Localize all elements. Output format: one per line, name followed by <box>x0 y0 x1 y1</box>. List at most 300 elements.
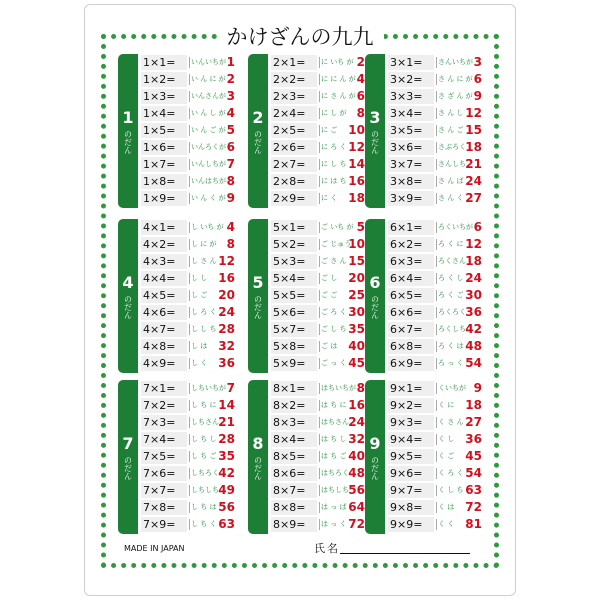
answer: 63 <box>465 483 482 497</box>
equation: 5×2= <box>271 237 317 252</box>
reading: は ち に <box>321 401 347 409</box>
table-row <box>385 88 484 105</box>
row-separator <box>189 358 190 369</box>
row-separator <box>319 239 320 250</box>
reading: さんいちが <box>438 58 473 66</box>
answer: 3 <box>473 55 482 69</box>
row-separator <box>319 383 320 394</box>
dan-tab <box>248 380 268 534</box>
table-row <box>385 304 484 321</box>
answer: 56 <box>218 500 235 514</box>
reading: いんいちが <box>191 58 226 66</box>
table-row <box>268 304 367 321</box>
table-row <box>268 88 367 105</box>
reading: ろ く は <box>438 342 464 350</box>
equation: 1×3= <box>141 89 187 104</box>
table-block-3 <box>365 54 485 208</box>
made-in-label: MADE IN JAPAN <box>124 544 185 553</box>
dan-tab <box>365 54 385 208</box>
table-row <box>268 190 367 207</box>
row-separator <box>189 125 190 136</box>
equation: 2×6= <box>271 140 317 155</box>
equation: 7×8= <box>141 500 187 515</box>
table-row <box>138 219 237 236</box>
answer: 28 <box>218 322 235 336</box>
equation: 7×3= <box>141 415 187 430</box>
equation: 1×2= <box>141 72 187 87</box>
equation: 8×3= <box>271 415 317 430</box>
dan-label: のだん <box>123 294 133 319</box>
equation: 6×5= <box>388 288 434 303</box>
table-row <box>385 190 484 207</box>
equation: 8×4= <box>271 432 317 447</box>
row-separator <box>189 383 190 394</box>
table-row <box>268 338 367 355</box>
equation: 2×2= <box>271 72 317 87</box>
equation: 4×9= <box>141 356 187 371</box>
reading: に ろ く <box>321 143 347 151</box>
equation: 6×7= <box>388 322 434 337</box>
answer: 42 <box>465 322 482 336</box>
equation: 7×1= <box>141 381 187 396</box>
reading: く は <box>438 503 455 511</box>
reading: に さ ん が <box>321 92 356 100</box>
row-separator <box>189 468 190 479</box>
equation: 4×8= <box>141 339 187 354</box>
reading: しちいちが <box>191 384 226 392</box>
dan-label: のだん <box>253 294 263 319</box>
table-row <box>268 122 367 139</box>
equation: 6×8= <box>388 339 434 354</box>
row-separator <box>436 222 437 233</box>
answer: 7 <box>226 381 235 395</box>
table-row <box>268 380 367 397</box>
row-separator <box>189 74 190 85</box>
answer: 36 <box>465 305 482 319</box>
table-row <box>268 71 367 88</box>
table-row <box>268 448 367 465</box>
dan-rows <box>385 54 484 208</box>
answer: 35 <box>218 449 235 463</box>
answer: 5 <box>226 123 235 137</box>
dan-rows <box>268 54 367 208</box>
row-separator <box>189 417 190 428</box>
reading: に いち が <box>321 58 354 66</box>
dan-tab <box>248 219 268 373</box>
row-separator <box>436 341 437 352</box>
answer: 10 <box>348 237 365 251</box>
equation: 8×9= <box>271 517 317 532</box>
row-separator <box>436 273 437 284</box>
answer: 9 <box>473 381 482 395</box>
row-separator <box>436 417 437 428</box>
answer: 48 <box>465 339 482 353</box>
answer: 12 <box>218 254 235 268</box>
row-separator <box>436 193 437 204</box>
dan-rows <box>268 219 367 373</box>
dan-number: 1 <box>122 107 134 127</box>
table-row <box>138 287 237 304</box>
table-row <box>385 448 484 465</box>
row-separator <box>436 108 437 119</box>
answer: 12 <box>348 140 365 154</box>
reading: ろくいちが <box>438 223 473 231</box>
row-separator <box>189 57 190 68</box>
answer: 24 <box>348 415 365 429</box>
row-separator <box>189 273 190 284</box>
reading: ご っ く <box>321 359 347 367</box>
row-separator <box>189 519 190 530</box>
reading: し に が <box>191 240 217 248</box>
reading: ろ く に <box>438 240 464 248</box>
equation: 9×9= <box>388 517 434 532</box>
answer: 12 <box>465 237 482 251</box>
row-separator <box>319 400 320 411</box>
reading: ろ く し <box>438 274 464 282</box>
answer: 54 <box>465 466 482 480</box>
reading: ご ご <box>321 291 338 299</box>
table-row <box>138 321 237 338</box>
row-separator <box>189 142 190 153</box>
equation: 4×3= <box>141 254 187 269</box>
row-separator <box>436 434 437 445</box>
table-row <box>268 431 367 448</box>
table-block-7 <box>118 380 238 534</box>
reading: く さ ん <box>438 418 464 426</box>
equation: 1×8= <box>141 174 187 189</box>
row-separator <box>436 91 437 102</box>
equation: 4×1= <box>141 220 187 235</box>
answer: 4 <box>226 106 235 120</box>
dan-rows <box>268 380 367 534</box>
reading: に は ち <box>321 177 347 185</box>
reading: し ち は <box>191 503 217 511</box>
answer: 24 <box>465 174 482 188</box>
row-separator <box>189 222 190 233</box>
row-separator <box>319 451 320 462</box>
reading: ご さ ん <box>321 257 347 265</box>
row-separator <box>436 451 437 462</box>
answer: 72 <box>465 500 482 514</box>
table-row <box>138 71 237 88</box>
table-row <box>385 156 484 173</box>
reading: さ ん に が <box>438 75 473 83</box>
table-row <box>268 270 367 287</box>
dan-number: 4 <box>122 272 134 292</box>
row-separator <box>189 193 190 204</box>
reading: いんさんが <box>191 92 226 100</box>
equation: 8×6= <box>271 466 317 481</box>
reading: くいちが <box>438 384 466 392</box>
equation: 9×8= <box>388 500 434 515</box>
table-row <box>268 156 367 173</box>
row-separator <box>319 417 320 428</box>
name-label: 氏名 <box>314 542 340 555</box>
table-row <box>268 321 367 338</box>
equation: 8×8= <box>271 500 317 515</box>
reading: ろ っ く <box>438 359 464 367</box>
answer: 30 <box>465 288 482 302</box>
answer: 64 <box>348 500 365 514</box>
row-separator <box>436 468 437 479</box>
equation: 1×5= <box>141 123 187 138</box>
row-separator <box>436 256 437 267</box>
table-row <box>385 287 484 304</box>
reading: に ご <box>321 126 338 134</box>
answer: 12 <box>465 106 482 120</box>
row-separator <box>189 502 190 513</box>
row-separator <box>319 290 320 301</box>
answer: 2 <box>226 72 235 86</box>
dan-tab <box>118 219 138 373</box>
reading: し し <box>191 274 208 282</box>
table-row <box>268 482 367 499</box>
page-title-text: かけざんの九九 <box>217 25 384 49</box>
table-block-9 <box>365 380 485 534</box>
answer: 6 <box>473 220 482 234</box>
table-row <box>385 236 484 253</box>
row-separator <box>436 159 437 170</box>
dan-rows <box>385 380 484 534</box>
reading: に し が <box>321 109 347 117</box>
reading: ろ く ご <box>438 291 464 299</box>
table-row <box>385 414 484 431</box>
table-row <box>268 54 367 71</box>
reading: し ろ く <box>191 308 217 316</box>
row-separator <box>436 485 437 496</box>
answer: 9 <box>226 191 235 205</box>
equation: 3×8= <box>388 174 434 189</box>
row-separator <box>436 290 437 301</box>
equation: 3×1= <box>388 55 434 70</box>
equation: 8×2= <box>271 398 317 413</box>
answer: 6 <box>226 140 235 154</box>
dan-rows <box>138 219 237 373</box>
reading: ご し ち <box>321 325 347 333</box>
answer: 18 <box>348 191 365 205</box>
table-row <box>385 431 484 448</box>
dan-number: 8 <box>252 433 264 453</box>
reading: いんしちが <box>191 160 226 168</box>
answer: 9 <box>473 89 482 103</box>
equation: 4×2= <box>141 237 187 252</box>
reading: しちしち <box>191 486 219 494</box>
answer: 8 <box>356 381 365 395</box>
equation: 4×6= <box>141 305 187 320</box>
answer: 24 <box>218 305 235 319</box>
answer: 20 <box>218 288 235 302</box>
table-block-1 <box>118 54 238 208</box>
row-separator <box>436 307 437 318</box>
row-separator <box>319 341 320 352</box>
dan-rows <box>385 219 484 373</box>
dan-label: のだん <box>253 129 263 154</box>
reading: はちろく <box>321 469 349 477</box>
table-row <box>138 253 237 270</box>
table-row <box>385 321 484 338</box>
answer: 8 <box>226 174 235 188</box>
table-row <box>138 122 237 139</box>
answer: 40 <box>348 449 365 463</box>
row-separator <box>189 176 190 187</box>
answer: 3 <box>226 89 235 103</box>
table-block-5 <box>248 219 368 373</box>
reading: い ん く が <box>191 194 226 202</box>
row-separator <box>189 324 190 335</box>
equation: 7×2= <box>141 398 187 413</box>
row-separator <box>319 159 320 170</box>
reading: はちいちが <box>321 384 356 392</box>
reading: し し ち <box>191 325 217 333</box>
row-separator <box>189 341 190 352</box>
equation: 2×5= <box>271 123 317 138</box>
answer: 16 <box>218 271 235 285</box>
answer: 45 <box>348 356 365 370</box>
equation: 4×5= <box>141 288 187 303</box>
table-row <box>138 482 237 499</box>
row-separator <box>189 290 190 301</box>
equation: 1×9= <box>141 191 187 206</box>
equation: 3×7= <box>388 157 434 172</box>
answer: 32 <box>218 339 235 353</box>
answer: 1 <box>226 55 235 69</box>
answer: 72 <box>348 517 365 531</box>
equation: 9×2= <box>388 398 434 413</box>
equation: 2×7= <box>271 157 317 172</box>
table-row <box>268 516 367 533</box>
reading: さ ざ ん が <box>438 92 473 100</box>
equation: 1×7= <box>141 157 187 172</box>
equation: 6×2= <box>388 237 434 252</box>
table-row <box>138 54 237 71</box>
table-row <box>385 139 484 156</box>
answer: 20 <box>348 271 365 285</box>
row-separator <box>189 239 190 250</box>
name-line <box>340 553 470 554</box>
equation: 5×4= <box>271 271 317 286</box>
equation: 7×7= <box>141 483 187 498</box>
reading: く ろ く <box>438 469 464 477</box>
equation: 9×4= <box>388 432 434 447</box>
row-separator <box>319 256 320 267</box>
answer: 18 <box>465 254 482 268</box>
table-row <box>138 156 237 173</box>
answer: 63 <box>218 517 235 531</box>
row-separator <box>319 193 320 204</box>
equation: 6×9= <box>388 356 434 371</box>
row-separator <box>436 125 437 136</box>
reading: い ん ご が <box>191 126 226 134</box>
table-row <box>138 465 237 482</box>
row-separator <box>319 434 320 445</box>
equation: 9×1= <box>388 381 434 396</box>
reading: く し ち <box>438 486 464 494</box>
equation: 8×5= <box>271 449 317 464</box>
table-row <box>385 54 484 71</box>
answer: 4 <box>356 72 365 86</box>
row-separator <box>319 324 320 335</box>
table-row <box>268 355 367 372</box>
table-row <box>385 173 484 190</box>
answer: 18 <box>465 140 482 154</box>
equation: 2×8= <box>271 174 317 189</box>
row-separator <box>189 434 190 445</box>
answer: 10 <box>348 123 365 137</box>
dan-number: 5 <box>252 272 264 292</box>
answer: 14 <box>348 157 365 171</box>
row-separator <box>319 307 320 318</box>
reading: さ ん し <box>438 109 464 117</box>
table-row <box>385 380 484 397</box>
reading: に に ん が <box>321 75 356 83</box>
answer: 30 <box>348 305 365 319</box>
equation: 9×3= <box>388 415 434 430</box>
answer: 27 <box>465 191 482 205</box>
reading: い ん に が <box>191 75 226 83</box>
page-title <box>101 21 499 51</box>
table-block-6 <box>365 219 485 373</box>
equation: 4×7= <box>141 322 187 337</box>
equation: 7×4= <box>141 432 187 447</box>
reading: し ご <box>191 291 208 299</box>
reading: し ち し <box>191 435 217 443</box>
row-separator <box>319 125 320 136</box>
table-row <box>138 355 237 372</box>
dan-label: のだん <box>370 294 380 319</box>
row-separator <box>189 451 190 462</box>
answer: 24 <box>465 271 482 285</box>
row-separator <box>436 239 437 250</box>
reading: く に <box>438 401 455 409</box>
reading: く し <box>438 435 455 443</box>
table-row <box>268 236 367 253</box>
reading: はちさん <box>321 418 349 426</box>
row-separator <box>436 324 437 335</box>
reading: し ち に <box>191 401 217 409</box>
table-row <box>385 219 484 236</box>
dan-number: 9 <box>369 433 381 453</box>
table-row <box>385 355 484 372</box>
row-separator <box>319 222 320 233</box>
table-row <box>138 173 237 190</box>
row-separator <box>319 468 320 479</box>
equation: 2×1= <box>271 55 317 70</box>
reading: しちさん <box>191 418 219 426</box>
equation: 9×7= <box>388 483 434 498</box>
table-block-2 <box>248 54 368 208</box>
equation: 3×5= <box>388 123 434 138</box>
table-row <box>138 516 237 533</box>
equation: 8×1= <box>271 381 317 396</box>
reading: に く <box>321 194 338 202</box>
answer: 18 <box>465 398 482 412</box>
reading: は っ ぱ <box>321 503 347 511</box>
dan-number: 6 <box>369 272 381 292</box>
table-row <box>385 253 484 270</box>
table-row <box>138 190 237 207</box>
dan-number: 2 <box>252 107 264 127</box>
table-row <box>268 499 367 516</box>
equation: 6×6= <box>388 305 434 320</box>
table-row <box>385 338 484 355</box>
dan-label: のだん <box>123 455 133 480</box>
equation: 7×9= <box>141 517 187 532</box>
row-separator <box>189 307 190 318</box>
equation: 5×6= <box>271 305 317 320</box>
table-row <box>385 482 484 499</box>
table-row <box>138 414 237 431</box>
table-row <box>138 236 237 253</box>
